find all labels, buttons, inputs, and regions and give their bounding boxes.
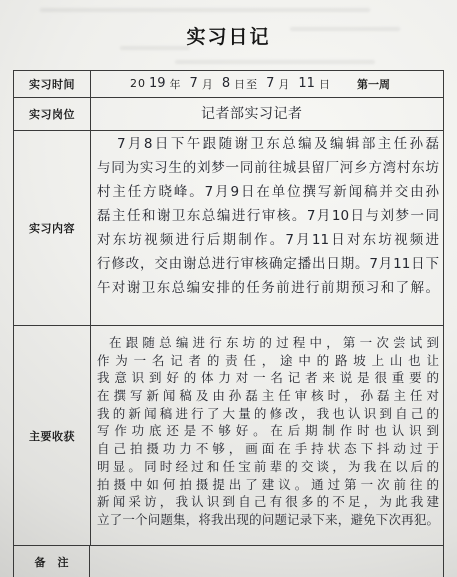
month-unit: 月: [201, 77, 214, 91]
gains-line: 作为一名记者的责任，途中的路坡上山也让: [97, 352, 439, 368]
gains-line: 写作功底还是不够好。在后期制作时也认识到: [97, 423, 439, 439]
page-title: 实习日记: [186, 26, 271, 48]
year-prefix: 20: [130, 77, 146, 90]
row-internship-content: [14, 130, 443, 325]
start-month-value: 7: [189, 76, 198, 91]
content-line: 行修改，交由谢总进行审核确定播出日期。7月11日下: [97, 256, 439, 272]
content-line: 磊主任和谢卫东总编进行审核。7月10日与刘梦一同: [97, 208, 439, 224]
year-unit: 年: [169, 77, 182, 91]
row-remarks: [14, 545, 443, 577]
gains-line: 自己拍摄功力不够，画面在手持状态下抖动过于: [97, 441, 439, 457]
gains-line: 拍摄中如何拍摄提出了建议。通过第一次前往的: [97, 476, 439, 492]
value-internship-time: [91, 71, 443, 97]
gains-line: 立了一个问题集，将我出现的问题记录下来，避免下次再犯。: [97, 511, 439, 527]
year-value: 19: [149, 76, 166, 91]
row-internship-position: [14, 97, 443, 130]
gains-line: 在撰写新闻稿及由孙磊主任审核时，孙磊主任对: [97, 388, 439, 404]
gains-line: 我意识到好的体力对一名记者来说是很重要的: [97, 370, 439, 386]
content-line: 村主任方晓峰。7月9日在单位撰写新闻稿并交由孙: [97, 184, 439, 200]
gains-handwriting: [97, 334, 439, 529]
label-internship-position: 实习岗位: [14, 98, 91, 130]
content-handwriting: [97, 132, 439, 300]
day-unit: 日: [318, 77, 331, 91]
gains-line: 明显。同时经过和任宝前辈的交谈，为我在以后的: [97, 458, 439, 474]
end-day-value: 11: [298, 76, 315, 91]
value-main-gains: [91, 326, 443, 545]
label-remarks: 备注: [14, 546, 90, 577]
label-internship-time: 实习时间: [14, 71, 91, 97]
row-main-gains: [14, 325, 443, 545]
gains-line: 我的新闻稿进行了大量的修改，我也认识到自己的: [97, 405, 439, 421]
start-day-value: 8: [221, 76, 231, 91]
range-unit: 日至: [234, 77, 259, 91]
content-line: 7月8日下午跟随谢卫东总编及编辑部主任孙磊: [117, 136, 439, 152]
label-main-gains: 主要收获: [14, 326, 91, 545]
bleed-through-mark: [40, 8, 370, 12]
position-handwritten: 记者部实习记者: [201, 106, 303, 122]
bleed-through-mark: [175, 60, 375, 64]
value-remarks: [91, 546, 443, 577]
label-internship-content: 实习内容: [14, 131, 91, 325]
diary-table: [13, 70, 444, 577]
content-line: 与同为实习生的刘梦一同前往城县留厂河乡方湾村东坊: [97, 160, 439, 176]
value-internship-content: [91, 131, 443, 325]
content-line: 对东坊视频进行后期制作。7月11日对东坊视频进: [97, 232, 439, 248]
gains-line: 在跟随总编进行东坊的过程中，第一次尝试到: [109, 335, 439, 350]
content-line: 午对谢卫东总编安排的任务前进行前期预习和了解。: [97, 280, 439, 296]
row-internship-time: [14, 71, 443, 97]
gains-line: 新闻采访，我认识到自己有很多的不足，为此我建: [97, 494, 439, 510]
month-unit: 月: [278, 77, 291, 91]
week-label: 第一周: [357, 77, 390, 91]
end-month-value: 7: [266, 76, 275, 91]
date-range: [130, 71, 331, 96]
value-internship-position: [91, 98, 443, 130]
